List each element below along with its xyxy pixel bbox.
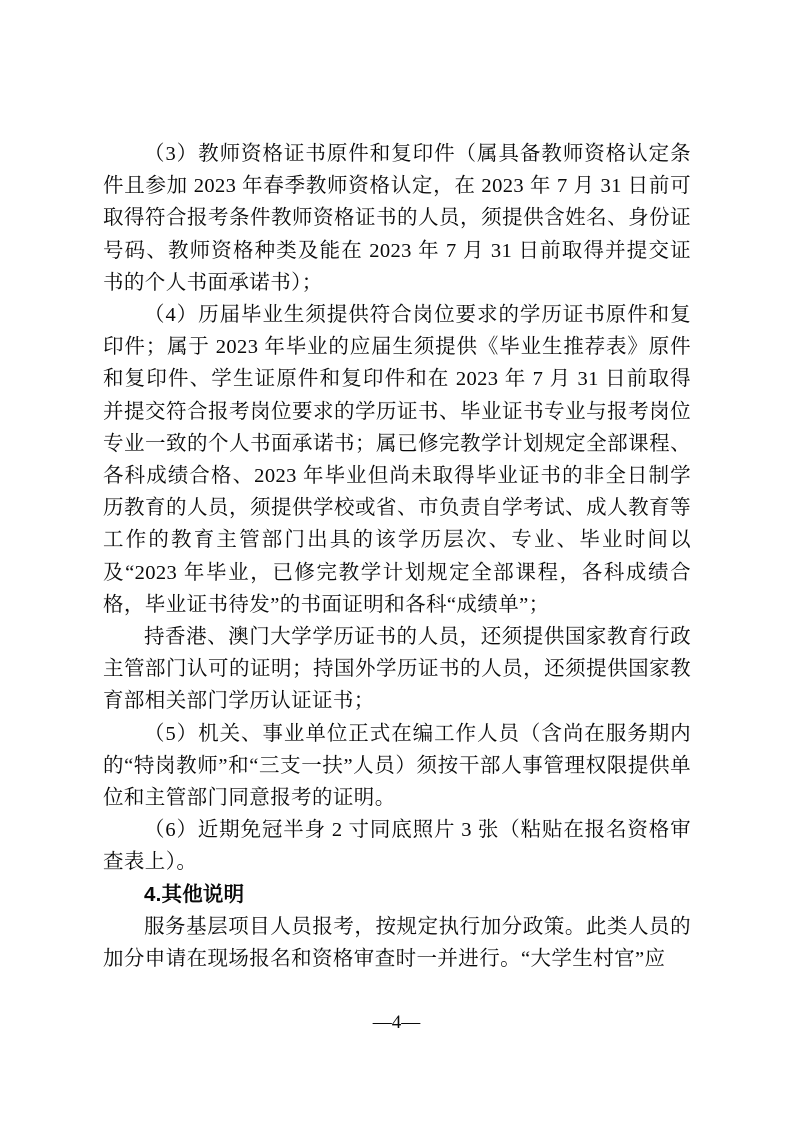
paragraph-item-5: （5）机关、事业单位正式在编工作人员（含尚在服务期内的“特岗教师”和“三支一扶”人员）须按干部人事管理权限提供单位和主管部门同意报考的证明。 xyxy=(103,722,691,810)
section-heading-other-notes: 4.其他说明 xyxy=(144,882,245,906)
page-number: —4— xyxy=(372,1012,421,1033)
document-content xyxy=(103,138,691,975)
paragraph-item-4: （4）历届毕业生须提供符合岗位要求的学历证书原件和复印件；属于 2023 年毕业的应届生须提供《毕业生推荐表》原件和复印件、学生证原件和复印件和在 2023 年 7 月 31 日前取得并提交符合报考岗位要求的学历证书、毕业证书专业与报考岗位专业一致的个人书面承诺书；属已修完教学计划规定全部课程、各科成绩合格、2023 年毕业但尚未取得毕业证书的非全日制学历教育的人员，须提供学校或省、市负责自学考试、成人教育等工作的教育主管部门出具的该学历层次、专业、毕业时间以及“2023 年毕业，已修完教学计划规定全部课程，各科成绩合格，毕业证书待发”的书面证明和各科“成绩单”； xyxy=(103,304,691,616)
paragraph-item-6: （6）近期免冠半身 2 寸同底照片 3 张（粘贴在报名资格审查表上）。 xyxy=(103,819,691,874)
paragraph-closing: 服务基层项目人员报考，按规定执行加分政策。此类人员的加分申请在现场报名和资格审查时一并进行。“大学生村官”应 xyxy=(103,915,691,971)
paragraph-item-3: （3）教师资格证书原件和复印件（属具备教师资格认定条件且参加 2023 年春季教师资格认定，在 2023 年 7 月 31 日前可取得符合报考条件教师资格证书的人员，须提供含姓名、身份证号码、教师资格种类及能在 2023 年 7 月 31 日前取得并提交证书的个人书面承诺书）； xyxy=(103,143,691,294)
paragraph-hk-macau-credentials: 持香港、澳门大学学历证书的人员，还须提供国家教育行政主管部门认可的证明；持国外学历证书的人员，还须提供国家教育部相关部门学历认证证书； xyxy=(103,626,691,713)
